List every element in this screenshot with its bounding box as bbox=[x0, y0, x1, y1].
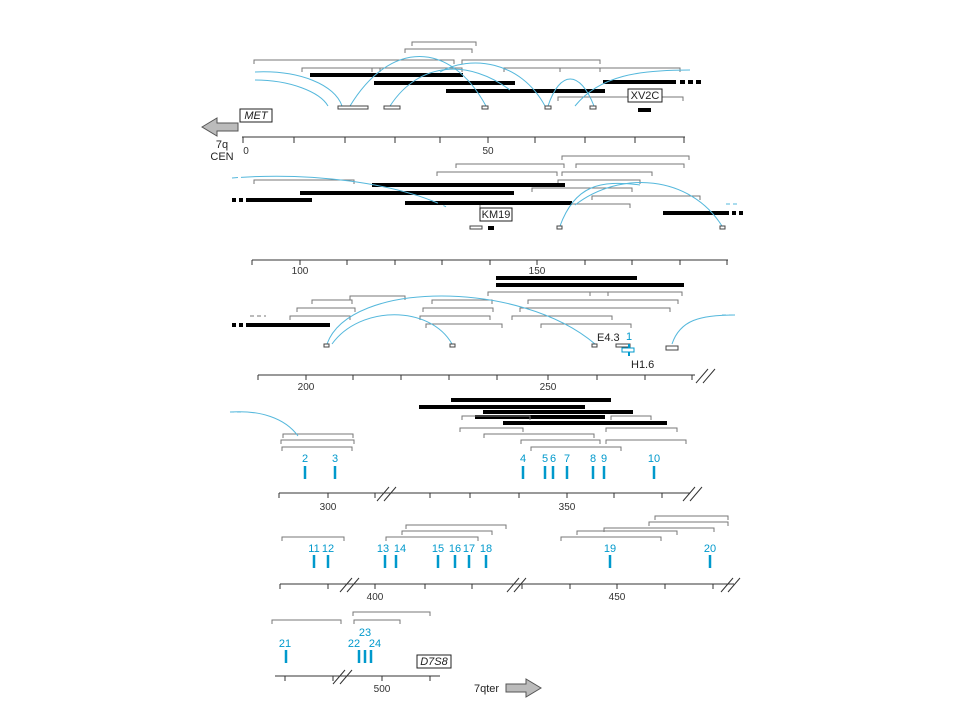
axis-tick-label: 150 bbox=[528, 266, 546, 277]
probe-site-label: 2 bbox=[301, 453, 309, 465]
probe-site-label: 16 bbox=[448, 543, 462, 555]
row-5-probe-sites bbox=[308, 543, 716, 568]
probe-site-label: 13 bbox=[376, 543, 390, 555]
row-2-gray-clones bbox=[254, 156, 700, 208]
row-6-gray-clones bbox=[272, 612, 430, 624]
probe-site-label: 5 bbox=[541, 453, 549, 465]
probe-site-label: 10 bbox=[647, 453, 661, 465]
probe-site-label: 9 bbox=[600, 453, 608, 465]
axis-tick-label: 50 bbox=[482, 146, 494, 157]
probe-site-1-label: 1 bbox=[626, 331, 633, 343]
probe-site-label: 4 bbox=[519, 453, 527, 465]
probe-site-label: 22 bbox=[347, 638, 361, 650]
axis-tick-label: 450 bbox=[608, 592, 626, 603]
probe-site-label: 20 bbox=[703, 543, 717, 555]
xv2c-label: XV2C bbox=[630, 90, 660, 102]
qter-label: 7qter bbox=[474, 683, 500, 695]
km19-label: KM19 bbox=[481, 209, 511, 221]
axis-tick-label: 500 bbox=[373, 684, 391, 695]
axis-tick-label: 200 bbox=[297, 382, 315, 393]
h16-label: H1.6 bbox=[631, 359, 655, 371]
probe-site-label: 19 bbox=[603, 543, 617, 555]
probe-site-label: 23 bbox=[358, 627, 372, 639]
row-4-black-clones bbox=[419, 400, 667, 423]
row-4-arc bbox=[230, 412, 298, 436]
row-4-contig bbox=[230, 400, 702, 513]
row-1-probe-boxes bbox=[338, 106, 596, 109]
e43-label: E4.3 bbox=[597, 332, 620, 344]
row-4-probe-sites bbox=[302, 453, 660, 479]
cen-label-line2: CEN bbox=[210, 151, 234, 163]
row-2-probe-boxes bbox=[470, 226, 725, 229]
probe-site-label: 6 bbox=[549, 453, 557, 465]
cen-label-line1: 7q bbox=[215, 139, 229, 151]
axis-tick-label: 250 bbox=[539, 382, 557, 393]
right-arrow-icon bbox=[506, 679, 541, 697]
row-3-arcs bbox=[327, 296, 736, 344]
row-3-axis bbox=[258, 369, 715, 393]
row-6-contig bbox=[272, 612, 541, 697]
d7s8-marker bbox=[417, 655, 451, 668]
left-arrow-icon bbox=[202, 118, 238, 136]
probe-site-label: 14 bbox=[393, 543, 407, 555]
probe-site-label: 8 bbox=[589, 453, 597, 465]
probe-site-label: 17 bbox=[462, 543, 476, 555]
probe-site-label: 18 bbox=[479, 543, 493, 555]
km19-marker bbox=[480, 208, 512, 221]
row-5-gray-clones bbox=[282, 516, 728, 541]
row-1-axis bbox=[242, 137, 685, 157]
axis-tick-label: 100 bbox=[291, 266, 309, 277]
probe-site-label: 21 bbox=[278, 638, 292, 650]
axis-tick-label: 400 bbox=[366, 592, 384, 603]
row-6-axis bbox=[275, 670, 440, 695]
probe-site-label: 11 bbox=[308, 543, 320, 555]
row-2-contig bbox=[232, 156, 745, 277]
probe-site-label: 24 bbox=[368, 638, 382, 650]
row-6-probe-sites bbox=[279, 627, 381, 663]
axis-tick-label: 300 bbox=[319, 502, 337, 513]
axis-tick-label: 350 bbox=[558, 502, 576, 513]
xv2c-marker bbox=[628, 89, 662, 102]
met-marker bbox=[202, 109, 272, 136]
row-2-axis bbox=[252, 260, 728, 277]
row-3-contig bbox=[232, 278, 736, 393]
met-label: MET bbox=[244, 110, 268, 122]
row-5-contig bbox=[280, 516, 740, 603]
probe-site-label: 12 bbox=[321, 543, 335, 555]
row-1-contig bbox=[202, 42, 702, 163]
row-3-black-clones bbox=[232, 278, 684, 325]
row-4-axis bbox=[279, 487, 702, 513]
axis-tick-label: 0 bbox=[243, 146, 249, 157]
row-2-black-clones bbox=[232, 185, 745, 228]
probe-site-label: 3 bbox=[331, 453, 339, 465]
d7s8-label: D7S8 bbox=[420, 656, 448, 668]
row-5-axis bbox=[280, 578, 740, 603]
probe-site-label: 15 bbox=[431, 543, 445, 555]
probe-site-label: 7 bbox=[563, 453, 571, 465]
